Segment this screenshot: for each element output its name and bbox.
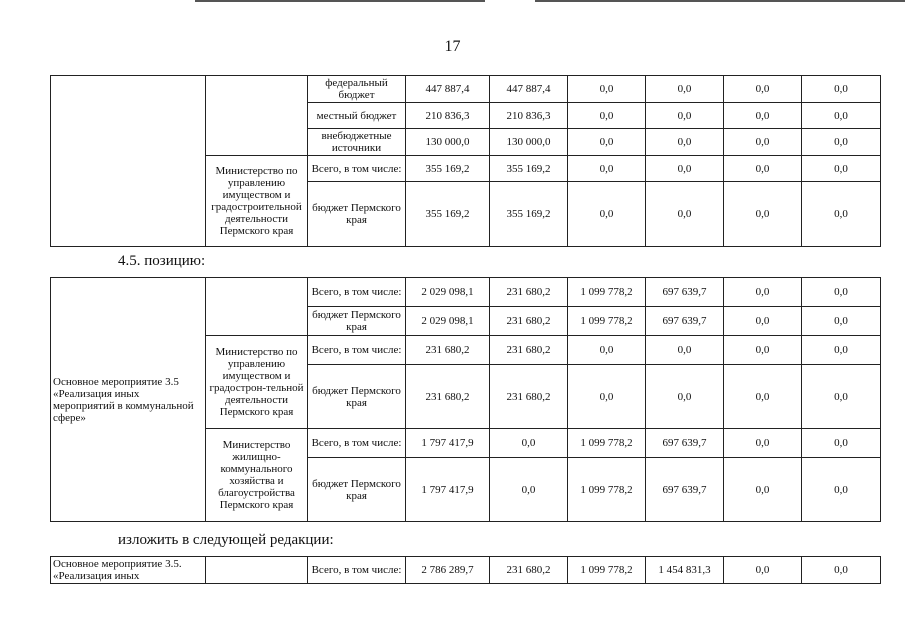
value-cell: 697 639,7 <box>646 278 724 307</box>
value-cell: 697 639,7 <box>646 307 724 336</box>
value-cell: 0,0 <box>490 429 568 458</box>
value-cell: 355 169,2 <box>406 182 490 247</box>
value-cell: 0,0 <box>802 557 881 584</box>
value-cell: 0,0 <box>724 458 802 522</box>
value-cell: 355 169,2 <box>490 182 568 247</box>
value-cell: 0,0 <box>802 429 881 458</box>
funding-source: Всего, в том числе: <box>308 557 406 584</box>
scan-edge-left <box>195 0 485 2</box>
value-cell: 355 169,2 <box>490 156 568 182</box>
value-cell: 0,0 <box>724 156 802 182</box>
funding-source: бюджет Пермского края <box>308 307 406 336</box>
value-cell: 0,0 <box>802 182 881 247</box>
scan-edge-right <box>535 0 905 2</box>
table-row <box>51 76 881 103</box>
value-cell: 0,0 <box>724 557 802 584</box>
table-row <box>51 557 881 584</box>
funding-source: местный бюджет <box>308 103 406 129</box>
value-cell: 2 786 289,7 <box>406 557 490 584</box>
value-cell: 697 639,7 <box>646 458 724 522</box>
value-cell: 0,0 <box>724 336 802 365</box>
value-cell: 0,0 <box>568 336 646 365</box>
value-cell: 231 680,2 <box>490 557 568 584</box>
value-cell: 0,0 <box>724 103 802 129</box>
executor-cell <box>206 278 308 336</box>
value-cell: 1 797 417,9 <box>406 429 490 458</box>
funding-source: Всего, в том числе: <box>308 429 406 458</box>
value-cell: 231 680,2 <box>406 336 490 365</box>
value-cell: 0,0 <box>724 129 802 156</box>
value-cell: 0,0 <box>646 182 724 247</box>
value-cell: 447 887,4 <box>490 76 568 103</box>
value-cell: 0,0 <box>802 278 881 307</box>
value-cell: 0,0 <box>724 307 802 336</box>
value-cell: 130 000,0 <box>406 129 490 156</box>
value-cell: 0,0 <box>724 429 802 458</box>
value-cell: 0,0 <box>568 156 646 182</box>
value-cell: 0,0 <box>646 103 724 129</box>
value-cell: 0,0 <box>724 278 802 307</box>
activity-cell <box>51 76 206 247</box>
value-cell: 130 000,0 <box>490 129 568 156</box>
funding-source: бюджет Пермского края <box>308 182 406 247</box>
executor-cell: Министерство по управлению имуществом и градострон-тельной деятельности Пермского края <box>206 336 308 429</box>
executor-cell <box>206 76 308 156</box>
value-cell: 1 099 778,2 <box>568 429 646 458</box>
value-cell: 0,0 <box>802 336 881 365</box>
table-row <box>51 278 881 307</box>
value-cell: 0,0 <box>646 336 724 365</box>
value-cell: 0,0 <box>724 182 802 247</box>
funding-source: внебюджетные источники <box>308 129 406 156</box>
funding-source: Всего, в том числе: <box>308 278 406 307</box>
value-cell: 2 029 098,1 <box>406 278 490 307</box>
budget-table-continued <box>50 75 881 247</box>
funding-source: Всего, в том числе: <box>308 156 406 182</box>
value-cell: 0,0 <box>568 365 646 429</box>
value-cell: 0,0 <box>802 307 881 336</box>
value-cell: 1 099 778,2 <box>568 458 646 522</box>
value-cell: 447 887,4 <box>406 76 490 103</box>
value-cell: 0,0 <box>646 129 724 156</box>
value-cell: 0,0 <box>724 76 802 103</box>
value-cell: 0,0 <box>724 365 802 429</box>
funding-source: федеральный бюджет <box>308 76 406 103</box>
value-cell: 231 680,2 <box>490 336 568 365</box>
value-cell: 1 099 778,2 <box>568 557 646 584</box>
value-cell: 697 639,7 <box>646 429 724 458</box>
value-cell: 0,0 <box>802 156 881 182</box>
executor-cell: Министерство по управлению имуществом и градостроительной деятельности Пермского края <box>206 156 308 247</box>
value-cell: 0,0 <box>802 365 881 429</box>
value-cell: 210 836,3 <box>406 103 490 129</box>
value-cell: 1 099 778,2 <box>568 278 646 307</box>
value-cell: 0,0 <box>568 76 646 103</box>
budget-table-new <box>50 556 881 584</box>
page-number: 17 <box>444 38 461 55</box>
value-cell: 0,0 <box>568 182 646 247</box>
value-cell: 1 454 831,3 <box>646 557 724 584</box>
value-cell: 0,0 <box>802 129 881 156</box>
value-cell: 231 680,2 <box>490 278 568 307</box>
funding-source: бюджет Пермского края <box>308 458 406 522</box>
value-cell: 231 680,2 <box>490 365 568 429</box>
value-cell: 0,0 <box>802 458 881 522</box>
value-cell: 0,0 <box>802 103 881 129</box>
executor-cell <box>206 557 308 584</box>
value-cell: 1 099 778,2 <box>568 307 646 336</box>
value-cell: 0,0 <box>490 458 568 522</box>
value-cell: 0,0 <box>802 76 881 103</box>
value-cell: 0,0 <box>646 76 724 103</box>
budget-table-old <box>50 277 881 522</box>
funding-source: бюджет Пермского края <box>308 365 406 429</box>
value-cell: 231 680,2 <box>490 307 568 336</box>
section-label-new-edition: изложить в следующей редакции: <box>118 532 334 548</box>
activity-cell: Основное мероприятие 3.5. «Реализация иных <box>51 557 206 584</box>
funding-source: Всего, в том числе: <box>308 336 406 365</box>
value-cell: 231 680,2 <box>406 365 490 429</box>
value-cell: 0,0 <box>568 129 646 156</box>
value-cell: 0,0 <box>568 103 646 129</box>
value-cell: 210 836,3 <box>490 103 568 129</box>
value-cell: 2 029 098,1 <box>406 307 490 336</box>
section-label-position: 4.5. позицию: <box>118 253 206 269</box>
value-cell: 1 797 417,9 <box>406 458 490 522</box>
value-cell: 0,0 <box>646 365 724 429</box>
executor-cell: Министерство жилищно-коммунального хозяйства и благоустройства Пермского края <box>206 429 308 522</box>
value-cell: 355 169,2 <box>406 156 490 182</box>
value-cell: 0,0 <box>646 156 724 182</box>
activity-cell: Основное мероприятие 3.5 «Реализация иных мероприятий в коммунальной сфере» <box>51 278 206 522</box>
